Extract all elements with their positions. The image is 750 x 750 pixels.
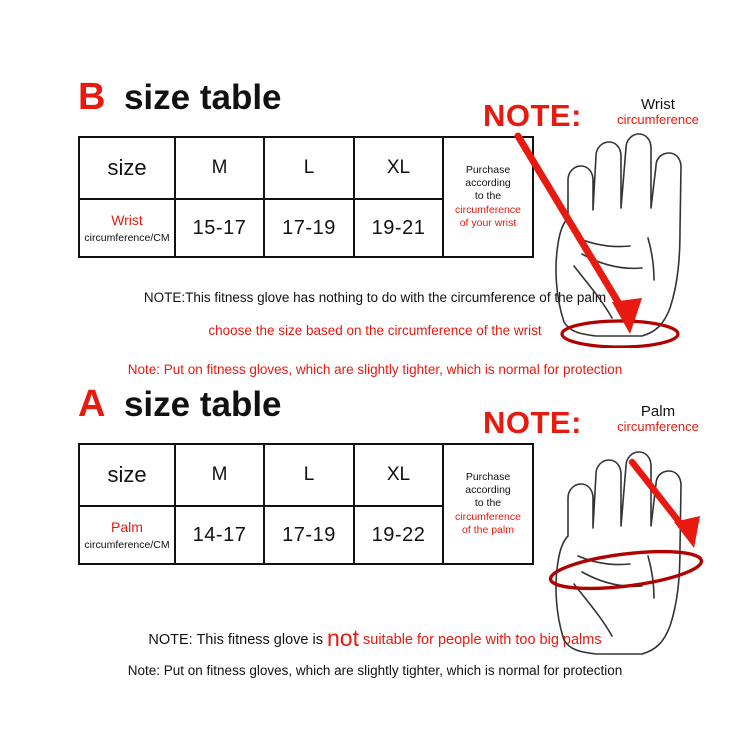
cell-xl-value-a: 19-22	[354, 506, 443, 564]
section-a-title	[78, 385, 282, 423]
cell-xl-header-b: XL	[354, 137, 443, 199]
note-b-1: NOTE:This fitness glove has nothing to do with the circumference of the palm	[143, 290, 607, 305]
purchase-line-1-b: Purchase	[465, 164, 511, 177]
callout-label-top-a: Palm	[640, 403, 676, 420]
cell-xl-value-b: 19-21	[354, 199, 443, 257]
arrow-palm	[618, 452, 738, 582]
cell-size-header-a: size	[79, 444, 175, 506]
cell-m-value-b: 15-17	[175, 199, 264, 257]
note-a-2: Note: Put on fitness gloves, which are slightly tighter, which is normal for protection	[127, 663, 623, 678]
table-row	[79, 137, 533, 199]
callout-label-top-b: Wrist	[641, 96, 675, 113]
purchase-line-5-b: of your wrist	[459, 216, 517, 229]
row-label-sub-b: circumference/CM	[84, 231, 170, 244]
note-b-3: Note: Put on fitness gloves, which are slightly tighter, which is normal for protection	[127, 362, 623, 377]
note-callout-b: NOTE:	[483, 98, 582, 133]
row-label-sub-a: circumference/CM	[84, 538, 170, 551]
cell-m-header-a: M	[175, 444, 264, 506]
purchase-line-3-a: to the	[474, 497, 502, 510]
cell-size-header-b: size	[79, 137, 175, 199]
cell-row-label-a	[79, 506, 175, 564]
cell-l-header-b: L	[264, 137, 354, 199]
section-b-title-text: size table	[123, 78, 282, 117]
purchase-line-2-b: according	[465, 177, 511, 190]
cell-m-header-b: M	[175, 137, 264, 199]
section-a-title-text: size table	[123, 385, 282, 424]
cell-l-value-b: 17-19	[264, 199, 354, 257]
note-callout-a: NOTE:	[483, 405, 582, 440]
section-a-letter: A	[78, 383, 106, 425]
row-label-main-b: Wrist	[111, 212, 143, 229]
note-a-1-emphasis: not	[327, 625, 359, 651]
section-b-letter: B	[78, 76, 106, 118]
row-label-main-a: Palm	[111, 519, 143, 536]
purchase-line-4-a: circumference	[455, 510, 521, 523]
callout-label-bottom-a: circumference	[617, 419, 699, 435]
table-row	[79, 444, 533, 506]
purchase-note-cell-a	[443, 444, 533, 564]
size-table-b	[78, 136, 534, 258]
cell-xl-header-a: XL	[354, 444, 443, 506]
purchase-line-4-b: circumference	[455, 203, 521, 216]
arrow-wrist	[508, 128, 668, 358]
cell-l-value-a: 17-19	[264, 506, 354, 564]
size-table-a	[78, 443, 534, 565]
purchase-line-5-a: of the palm	[462, 523, 514, 536]
note-a-1-suffix: suitable for people with too big palms	[358, 632, 602, 648]
cell-row-label-b	[79, 199, 175, 257]
cell-l-header-a: L	[264, 444, 354, 506]
purchase-line-2-a: according	[465, 484, 511, 497]
purchase-line-1-a: Purchase	[465, 471, 511, 484]
note-b-2: choose the size based on the circumference of the wrist	[208, 323, 542, 338]
callout-label-bottom-b: circumference	[617, 112, 699, 128]
purchase-line-3-b: to the	[474, 190, 502, 203]
cell-m-value-a: 14-17	[175, 506, 264, 564]
section-b-title	[78, 78, 282, 116]
note-a-1-prefix: NOTE: This fitness glove is	[148, 632, 327, 648]
